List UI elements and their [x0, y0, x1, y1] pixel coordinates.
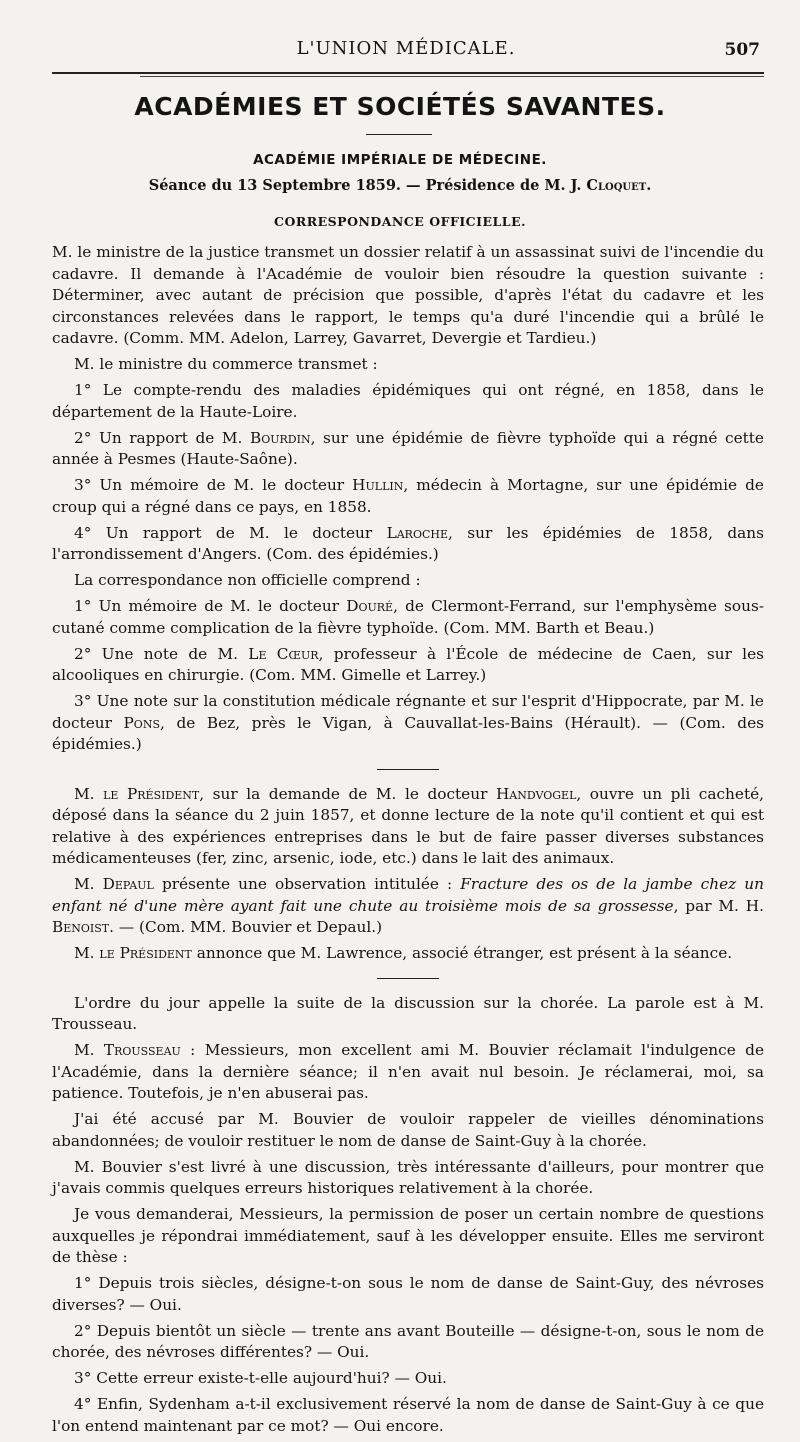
paragraph: 3° Un mémoire de M. le docteur Hullin, médecin à Mortagne, sur une épidémie de croup qui a régné dans ce pays, en 1858. — [52, 476, 764, 516]
header-rule-thin — [140, 76, 764, 77]
header-rule — [52, 72, 764, 74]
paragraph: 2° Un rapport de M. Bourdin, sur une épidémie de fièvre typhoïde qui a régné cette année à Pesmes (Haute-Saône). — [52, 428, 764, 468]
seance-line: Séance du 13 Septembre 1859. — Présidence de M. J. Cloquet. — [148, 177, 652, 194]
page-number: 507 — [724, 40, 760, 60]
paragraph: Je vous demanderai, Messieurs, la permission de poser un certain nombre de questions auxquelles je répondrai immédiatement, sauf à les développer ensuite. Elles me serviront de thèse : — [52, 1205, 764, 1266]
paragraph: M. le ministre du commerce transmet : — [74, 355, 378, 373]
paragraph: M. Trousseau : Messieurs, mon excellent ami M. Bouvier réclamait l'indulgence de l'Académie, dans la dernière séance; il n'en avait nul besoin. Je réclamerai, moi, sa patience. Toutefois, je n'en abuserai pas. — [52, 1041, 764, 1102]
correspondence-heading: CORRESPONDANCE OFFICIELLE. — [274, 214, 526, 229]
paragraph: 2° Une note de M. Le Cœur, professeur à l'École de médecine de Caen, sur les alcooliques en chirurgie. (Com. MM. Gimelle et Larrey.) — [52, 644, 764, 684]
person-name: Hullin — [352, 476, 404, 494]
paragraph: L'ordre du jour appelle la suite de la discussion sur la chorée. La parole est à M. Trousseau. — [52, 993, 764, 1033]
paragraph: J'ai été accusé par M. Bouvier de vouloir rappeler de vieilles dénominations abandonnées; de vouloir restituer le nom de danse de Saint-Guy à la chorée. — [52, 1110, 764, 1150]
running-title: L'UNION MÉDICALE. — [296, 38, 516, 59]
paragraph: 2° Depuis bientôt un siècle — trente ans avant Bouteille — désigne-t-on, sous le nom de chorée, des névroses différentes? — Oui. — [52, 1321, 764, 1361]
academy-title: ACADÉMIE IMPÉRIALE DE MÉDECINE. — [253, 152, 547, 168]
person-name: le Président — [99, 944, 192, 962]
section-divider — [377, 769, 439, 770]
paragraph: 4° Enfin, Sydenham a-t-il exclusivement réservé la nom de danse de Saint-Guy à ce que l'on entend maintenant par ce mot? — Oui encore. — [52, 1395, 764, 1435]
paragraph: 1° Depuis trois siècles, désigne-t-on sous le nom de danse de Saint-Guy, des névroses diverses? — Oui. — [52, 1274, 764, 1314]
running-header — [52, 36, 760, 64]
person-name: Depaul — [102, 875, 154, 893]
paragraph: M. le Président, sur la demande de M. le docteur Handvogel, ouvre un pli cacheté, déposé dans la séance du 2 juin 1857, et donne lecture de la note qu'il contient et qui est relative à des expériences entreprises dans le but de faire passer diverses substances médicamenteuses (fer, zinc, arsenic, iode, etc.) dans le lait des animaux. — [52, 784, 765, 867]
paragraph: 3° Une note sur la constitution médicale régnante et sur l'esprit d'Hippocrate, par M. le docteur Pons, de Bez, près le Vigan, à Cauvallat-les-Bains (Hérault). — (Com. des épidémies.) — [52, 692, 764, 753]
title-divider — [366, 134, 432, 135]
president-name: Cloquet — [586, 177, 647, 194]
article-body — [52, 242, 764, 1442]
person-name: Bourdin — [249, 428, 311, 447]
paragraph: 1° Le compte-rendu des maladies épidémiques qui ont régné, en 1858, dans le département de la Haute-Loire. — [52, 381, 764, 421]
section-divider — [377, 978, 439, 979]
person-name: Douré — [346, 597, 394, 615]
paragraph: 4° Un rapport de M. le docteur Laroche, sur les épidémies de 1858, dans l'arrondissement d'Angers. (Com. des épidémies.) — [52, 523, 764, 563]
person-name: Benoist — [52, 918, 110, 936]
paragraph: 1° Un mémoire de M. le docteur Douré, de Clermont-Ferrand, sur l'emphysème sous-cutané comme complication de la fièvre typhoïde. (Com. MM. Barth et Beau.) — [52, 597, 764, 637]
observation-title: Fracture des os de la jambe chez un enfant né d'une mère ayant fait une chute au troisième mois de sa grossesse — [52, 875, 764, 915]
paragraph: La correspondance non officielle comprend : — [74, 571, 421, 589]
paragraph: M. Depaul présente une observation intitulée : Fracture des os de la jambe chez un enfant né d'une mère ayant fait une chute au troisième mois de sa grossesse, par M. H. Benoist. — (Com. MM. Bouvier et Depaul.) — [52, 875, 765, 936]
paragraph: 3° Cette erreur existe-t-elle aujourd'hui? — Oui. — [74, 1369, 447, 1387]
person-name: Pons — [123, 713, 160, 732]
paragraph: M. le Président annonce que M. Lawrence, associé étranger, est présent à la séance. — [74, 944, 733, 962]
person-name: Laroche — [386, 523, 449, 542]
paragraph: M. le ministre de la justice transmet un dossier relatif à un assassinat suivi de l'incendie du cadavre. Il demande à l'Académie de vouloir bien résoudre la question suivante : Déterminer, avec autant de précision que possible, d'après l'état du cadavre et les circonstances relevées dans le rapport, le temps qu'a duré l'incendie qui a brûlé le cadavre. (Comm. MM. Adelon, Larrey, Gavarret, Devergie et Tardieu.) — [52, 243, 764, 347]
section-title: ACADÉMIES ET SOCIÉTÉS SAVANTES. — [134, 92, 666, 121]
person-name: le Président — [103, 784, 200, 803]
person-name: Handvogel — [495, 784, 577, 803]
person-name: Le Cœur — [248, 644, 319, 663]
person-name: Trousseau — [103, 1041, 181, 1059]
paragraph: M. Bouvier s'est livré à une discussion, très intéressante d'ailleurs, pour montrer que j'avais commis quelques erreurs historiques relativement à la chorée. — [52, 1157, 764, 1197]
